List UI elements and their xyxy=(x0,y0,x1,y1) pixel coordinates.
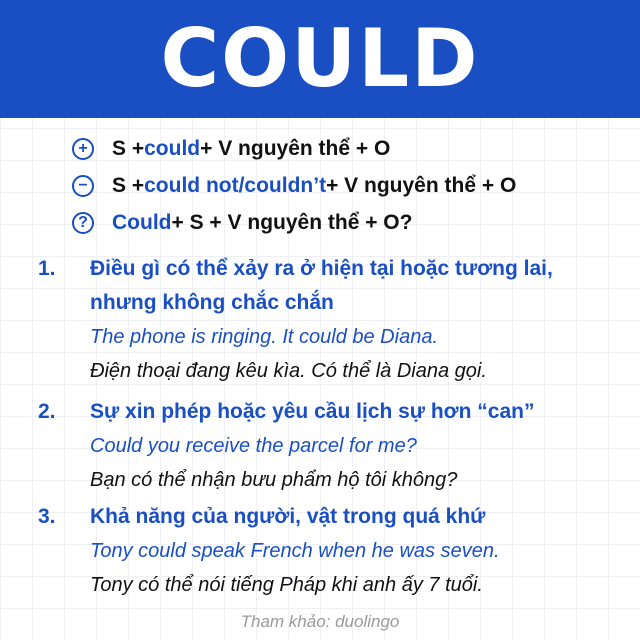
affirmative-formula xyxy=(72,130,516,167)
title-banner xyxy=(0,0,640,118)
usage-heading-row xyxy=(38,252,628,320)
example-vietnamese: Điện thoại đang kêu kìa. Có thể là Diana gọi. xyxy=(90,360,487,382)
source-credit: Tham khảo: duolingo xyxy=(240,612,400,631)
usage-number: 1. xyxy=(38,257,56,280)
plus-icon: + xyxy=(72,138,94,160)
usage-heading: Điều gì có thể xảy ra ở hiện tại hoặc tương lai, nhưng không chắc chắn xyxy=(90,257,553,314)
formula-keyword: Could xyxy=(112,210,172,234)
example-english: Tony could speak French when he was seven. xyxy=(90,540,500,562)
formula-part: + S + V nguyên thể + O? xyxy=(171,210,413,234)
formula-part: S + xyxy=(112,173,145,197)
usage-heading: Khả năng của người, vật trong quá khứ xyxy=(90,505,486,528)
formula-part: + V nguyên thể + O xyxy=(326,173,517,197)
usage-number: 2. xyxy=(38,400,56,423)
question-icon: ? xyxy=(72,212,94,234)
formula-part: S + xyxy=(112,136,145,160)
formula-part: + V nguyên thể + O xyxy=(200,136,391,160)
example-english: The phone is ringing. It could be Diana. xyxy=(90,326,438,348)
usage-heading: Sự xin phép hoặc yêu cầu lịch sự hơn “can” xyxy=(90,400,535,423)
usage-heading-row xyxy=(38,395,628,429)
usage-item xyxy=(38,500,628,602)
usage-heading-row xyxy=(38,500,628,534)
negative-formula xyxy=(72,167,516,204)
example-vietnamese: Tony có thể nói tiếng Pháp khi anh ấy 7 tuổi. xyxy=(90,574,483,596)
question-formula xyxy=(72,204,516,241)
example-english: Could you receive the parcel for me? xyxy=(90,435,417,457)
usage-item xyxy=(38,395,628,497)
formula-keyword: could xyxy=(144,136,201,160)
formula-keyword: could not/couldn’t xyxy=(144,173,327,197)
page-title: COULD xyxy=(160,12,480,105)
usage-number: 3. xyxy=(38,505,56,528)
formula-list xyxy=(72,130,516,241)
minus-icon: − xyxy=(72,175,94,197)
example-vietnamese: Bạn có thể nhận bưu phẩm hộ tôi không? xyxy=(90,469,458,491)
usage-item xyxy=(38,252,628,388)
